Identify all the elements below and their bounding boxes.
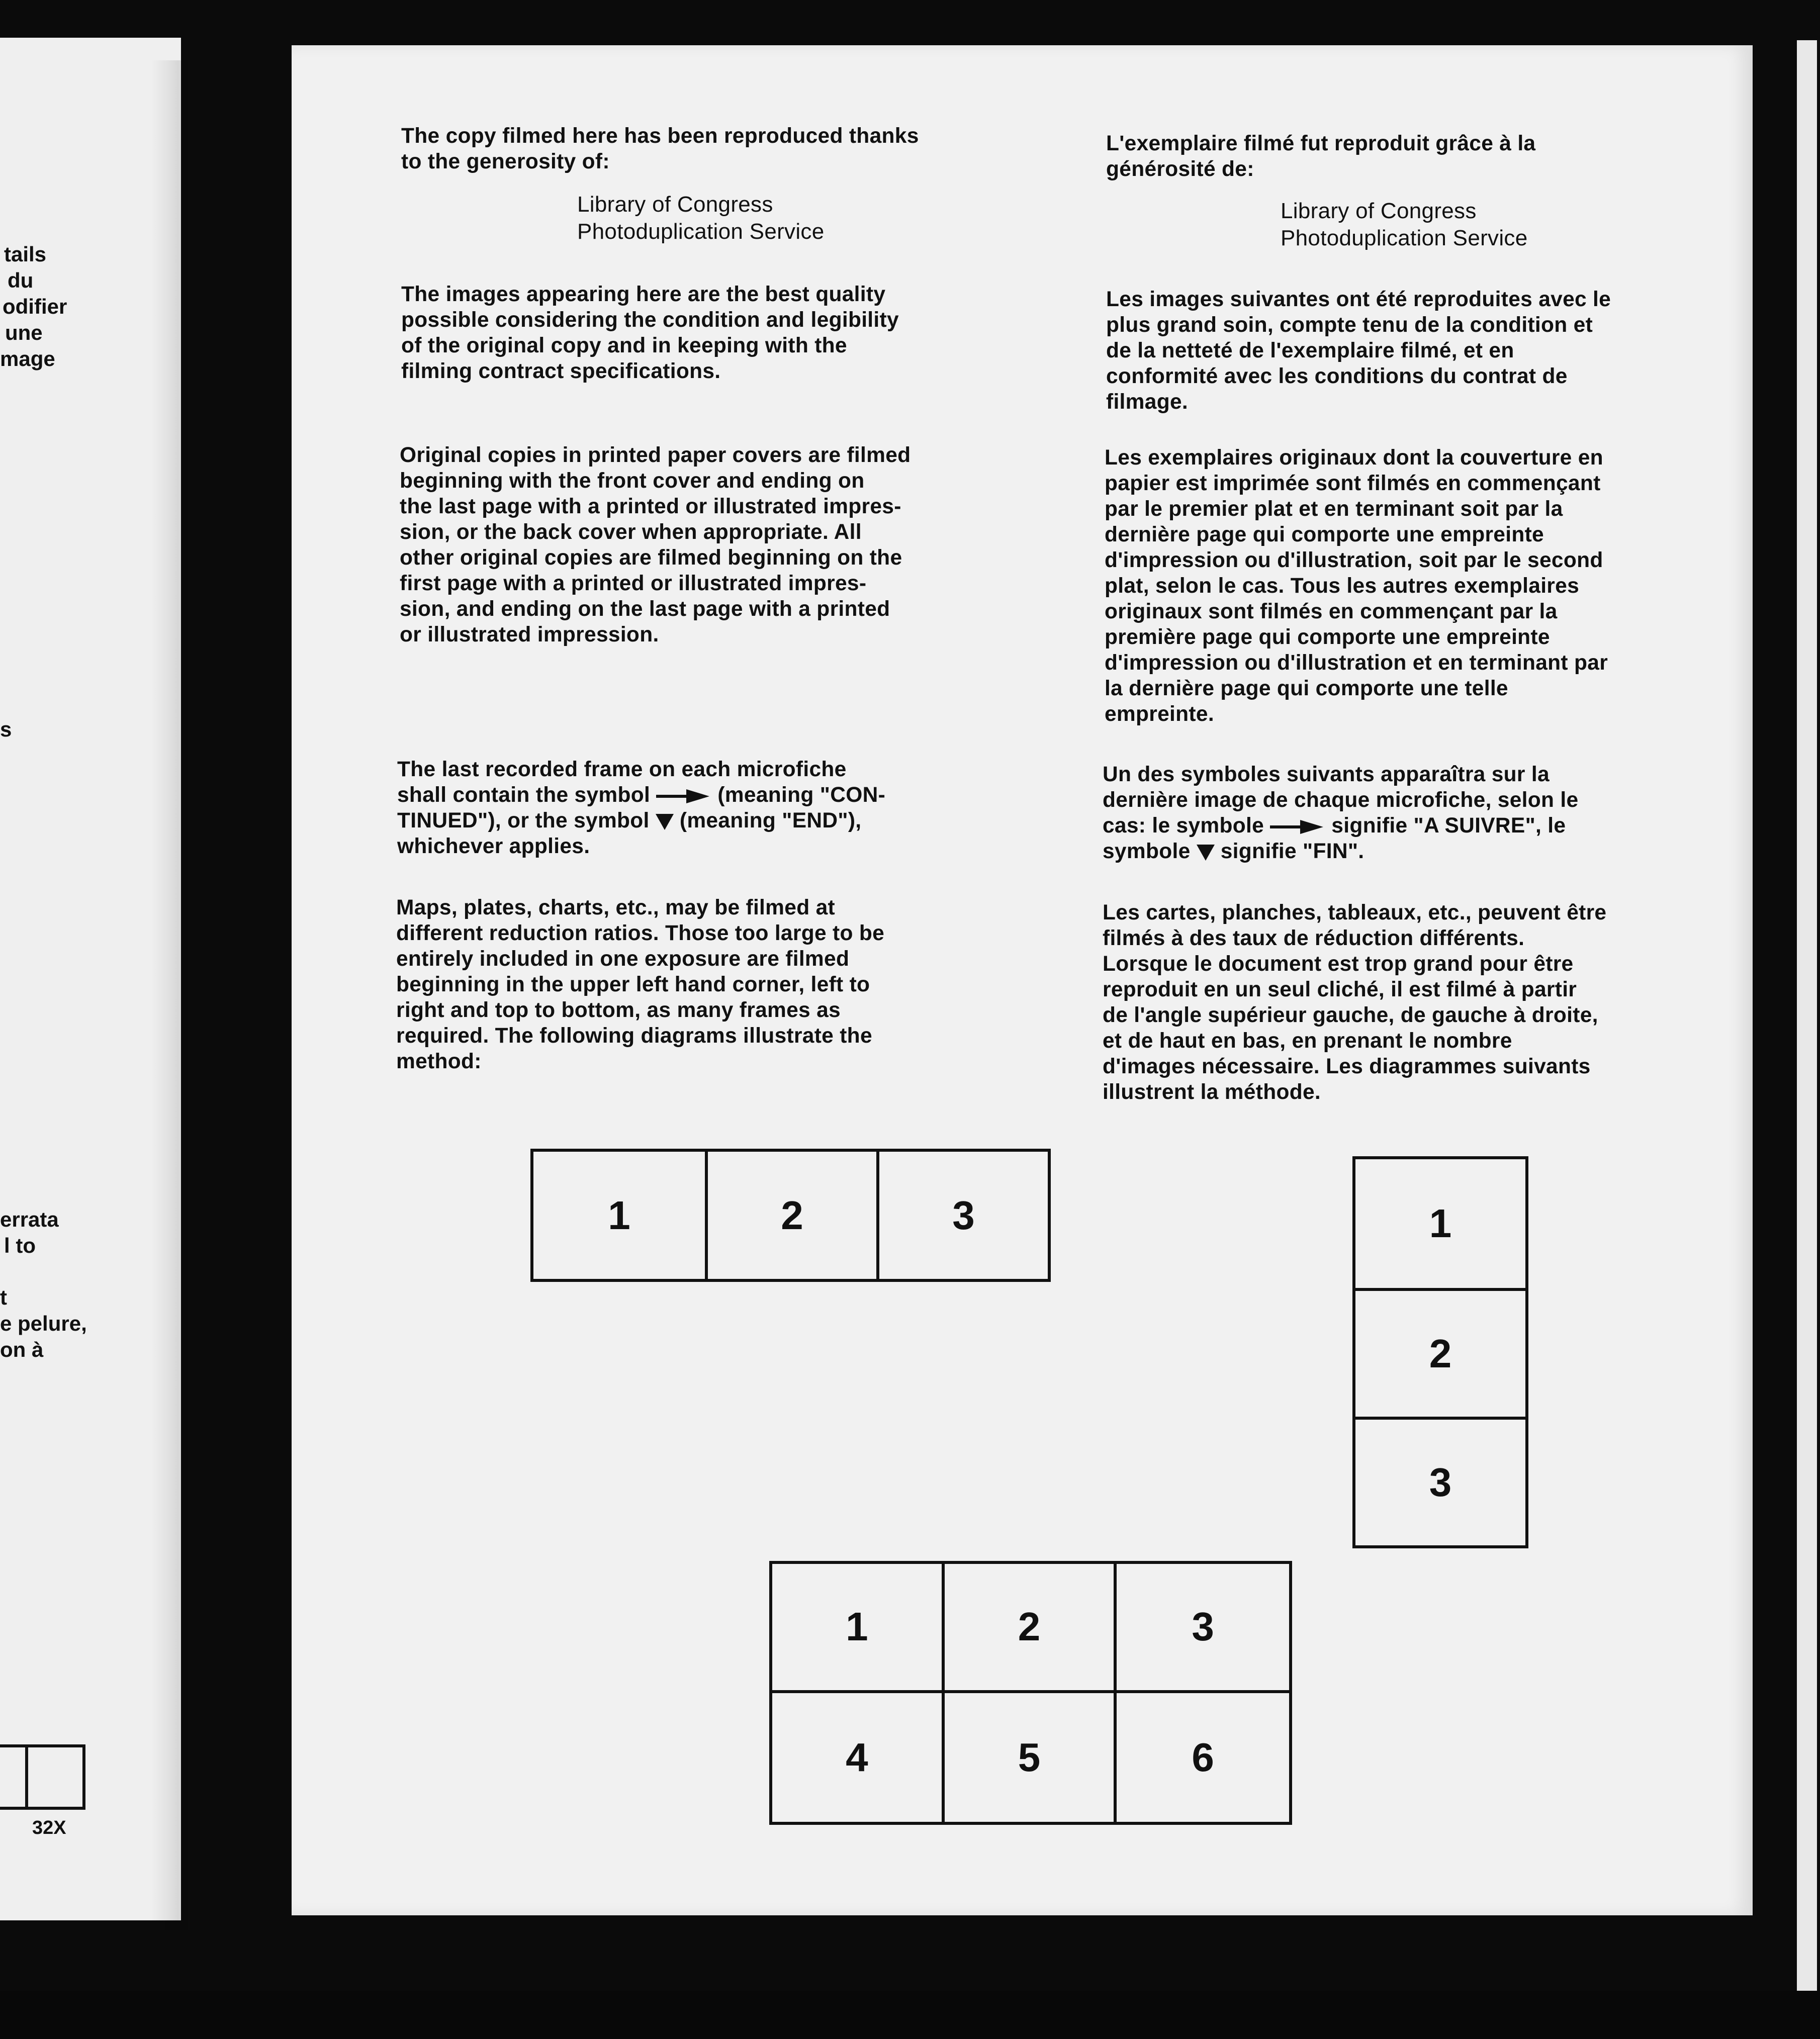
frame-cell: 1 bbox=[1429, 1201, 1452, 1246]
left-fragment: e pelure, bbox=[0, 1312, 87, 1335]
film-border-right bbox=[1753, 40, 1820, 1991]
frame-cell: 1 bbox=[772, 1564, 945, 1693]
arrow-continued-icon bbox=[656, 791, 711, 802]
french-library: Library of Congress Photoduplication Service bbox=[1281, 199, 1528, 250]
horizontal-frames-diagram bbox=[530, 1149, 1051, 1282]
left-fragment: t bbox=[0, 1285, 7, 1309]
left-fragment: odifier bbox=[3, 295, 67, 318]
english-symbols-text: (meaning "END"), whichever applies. bbox=[397, 809, 862, 858]
english-maps: Maps, plates, charts, etc., may be filmed at different reduction ratios. Those too large to be entirely included in one exposure are filmed beginning in the upper left hand corner, left to right and top to bottom, as many frames as required. The following diagrams illustrate the method: bbox=[396, 896, 885, 1073]
english-quality: The images appearing here are the best quality possible considering the condition and legibility of the original copy and in keeping with the filming contract specifications. bbox=[401, 283, 899, 383]
grid-frames-diagram bbox=[769, 1561, 1292, 1825]
frame-cell: 3 bbox=[1117, 1564, 1289, 1693]
english-symbols-text: The last recorded frame on each microfiche shall contain the symbol bbox=[397, 758, 847, 807]
frame-cell: 1 bbox=[608, 1192, 630, 1238]
frame-cell: 6 bbox=[1192, 1734, 1214, 1780]
left-fragment: mage bbox=[0, 347, 55, 370]
french-quality: Les images suivantes ont été reproduites avec le plus grand soin, compte tenu de la condition et de la netteté de l'exemplaire filmé, et en conformité avec les conditions du contrat de filmage. bbox=[1106, 288, 1611, 414]
frame-cell: 5 bbox=[945, 1693, 1117, 1822]
english-library: Library of Congress Photoduplication Service bbox=[577, 192, 825, 244]
left-fragment: s bbox=[0, 717, 12, 741]
frame-cell: 3 bbox=[1355, 1417, 1525, 1545]
frame-cell: 3 bbox=[876, 1152, 1048, 1279]
left-fragment: errata bbox=[0, 1208, 59, 1231]
triangle-end-icon bbox=[656, 814, 674, 830]
left-fragment: du bbox=[8, 268, 34, 292]
triangle-end-icon bbox=[1197, 845, 1215, 861]
english-symbols-text: (meaning "CON- TINUED"), or the symbol bbox=[397, 783, 886, 832]
strip-label: 32X bbox=[32, 1817, 66, 1838]
frame-cell: 4 bbox=[772, 1693, 945, 1822]
french-symbols bbox=[1103, 762, 1578, 864]
vertical-frames-diagram bbox=[1352, 1156, 1528, 1548]
left-fragment: l to bbox=[4, 1234, 36, 1257]
french-originals: Les exemplaires originaux dont la couverture en papier est imprimée sont filmés en commençant par le premier plat et en terminant soit par la dernière page qui comporte une empreinte d'impression ou d'illustration, soit par le second plat, selon le cas. Tous les autres exemplaires originaux sont filmés en commençant par la première page qui comporte une empreinte d'impression ou d'illustration et en terminant par la dernière page qui comporte une telle empreinte. bbox=[1105, 446, 1608, 726]
english-symbols bbox=[397, 757, 885, 859]
english-intro: The copy filmed here has been reproduced thanks to the generosity of: bbox=[401, 124, 919, 173]
frame-cell: 2 bbox=[705, 1152, 876, 1279]
frame-cell: 2 bbox=[1355, 1288, 1525, 1417]
english-originals: Original copies in printed paper covers are filmed beginning with the front cover and ending on the last page with a printed or illustrated impres- sion, or the back cover when appropriate. All other original copies are filmed beginning on the first page with a printed or illustrated impres- sion, and ending on the last page with a printed or illustrated impression. bbox=[400, 443, 911, 646]
arrow-continued-icon bbox=[1270, 821, 1325, 832]
page-fold-shadow bbox=[151, 60, 196, 1930]
left-fragment: tails bbox=[4, 242, 47, 266]
french-intro: L'exemplaire filmé fut reproduit grâce à la générosité de: bbox=[1106, 132, 1536, 181]
french-symbols-text: signifie "A SUIVRE", le symbole bbox=[1103, 814, 1566, 863]
left-fragment: une bbox=[5, 321, 43, 344]
film-border-bottom bbox=[0, 1991, 1820, 2039]
left-fragment: on à bbox=[0, 1338, 44, 1361]
french-symbols-text: Un des symboles suivants apparaîtra sur la dernière image de chaque microfiche, selon le cas: le symbole bbox=[1103, 763, 1579, 838]
frame-cell: 2 bbox=[945, 1564, 1117, 1693]
french-maps: Les cartes, planches, tableaux, etc., peuvent être filmés à des taux de réduction différents. Lorsque le document est trop grand pour être reproduit en un seul cliché, il est filmé à partir de l'angle supérieur gauche, de gauche à droite, et de haut en bas, en prenant le nombre d'images nécessaire. Les diagrammes suivants illustrent la méthode. bbox=[1103, 901, 1607, 1104]
french-symbols-text: signifie "FIN". bbox=[1214, 840, 1364, 863]
resolution-strip bbox=[0, 1744, 85, 1810]
